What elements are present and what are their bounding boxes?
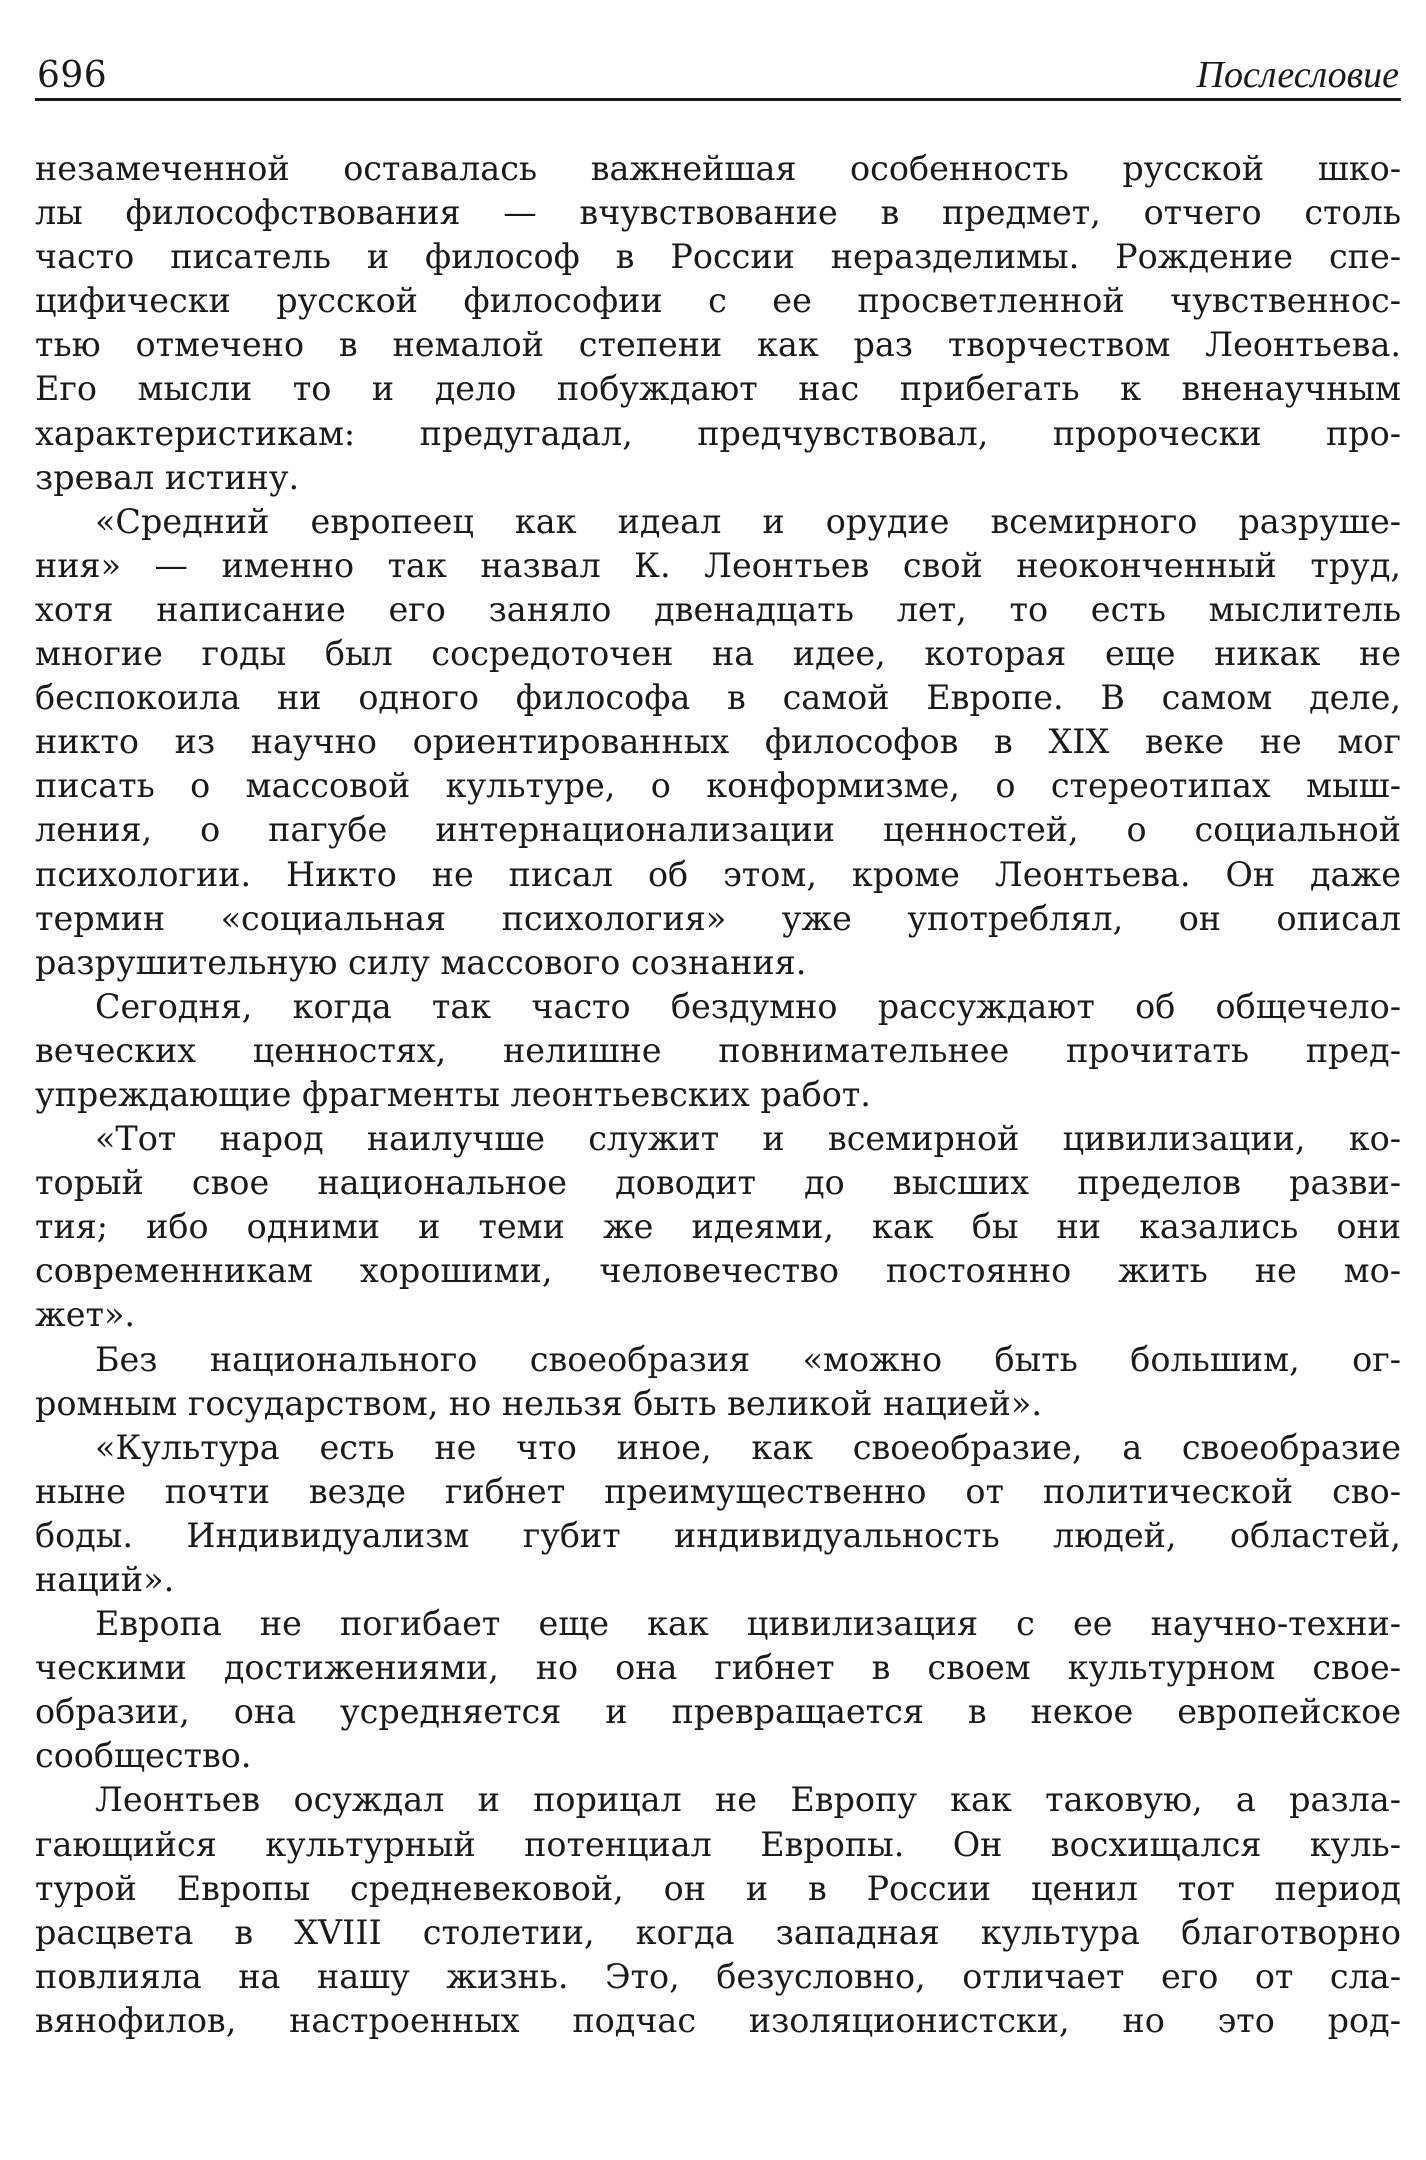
book-page (35, 40, 1401, 2130)
section-title: Послесловие (1196, 54, 1399, 96)
body-text (35, 147, 1401, 2043)
text-line: характеристикам: предугадал, предчувствовал, пророчески про- (35, 413, 1401, 453)
running-header (35, 40, 1401, 101)
text-line: многие годы был сосредоточен на идее, которая еще никак не (35, 634, 1401, 674)
text-line: лы философствования — вчувствование в предмет, отчего столь (35, 193, 1401, 233)
text-line: «Средний европеец как идеал и орудие всемирного разруше- (95, 501, 1401, 541)
text-line: расцвета в XVIII столетии, когда западная культура благотворно (35, 1912, 1401, 1952)
text-line: «Культура есть не что иное, как своеобразие, а своеобразие (95, 1427, 1401, 1467)
text-line: «Тот народ наилучше служит и всемирной цивилизации, ко- (95, 1119, 1401, 1159)
text-line: незамеченной оставалась важнейшая особенность русской шко- (35, 149, 1401, 188)
text-line: Леонтьев осуждал и порицал не Европу как таковую, а разла- (95, 1780, 1401, 1820)
text-line: хотя написание его заняло двенадцать лет, то есть мыслитель (35, 589, 1401, 629)
text-line: ческими достижениями, но она гибнет в своем культурном свое- (35, 1648, 1401, 1688)
text-line: писать о массовой культуре, о конформизме, о стереотипах мыш- (35, 766, 1401, 806)
text-line: торый свое национальное доводит до высших пределов разви- (35, 1163, 1401, 1203)
text-line: тия; ибо одними и теми же идеями, как бы ни казались они (35, 1207, 1401, 1247)
text-line: Европа не погибает еще как цивилизация с ее научно-техни- (95, 1604, 1401, 1644)
text-line: зревал истину. (35, 457, 300, 497)
text-line: жет». (35, 1295, 135, 1335)
text-line: турой Европы средневековой, он и в России ценил тот период (35, 1868, 1401, 1908)
text-line: ныне почти везде гибнет преимущественно от политической сво- (35, 1471, 1401, 1511)
text-line: веческих ценностях, нелишне повнимательнее прочитать пред- (35, 1030, 1401, 1070)
text-line: ромным государством, но нельзя быть великой нацией». (35, 1383, 1042, 1423)
text-line: повлияла на нашу жизнь. Это, безусловно, отличает его от сла- (35, 1956, 1401, 1996)
text-line: цифически русской философии с ее просветленной чувственнос- (35, 281, 1401, 321)
text-line: разрушительную силу массового сознания. (35, 942, 807, 982)
text-line: гающийся культурный потенциал Европы. Он восхищался куль- (35, 1824, 1401, 1864)
text-line: сообщество. (35, 1736, 252, 1776)
text-line: психологии. Никто не писал об этом, кроме Леонтьева. Он даже (35, 854, 1401, 894)
page-number: 696 (37, 55, 108, 96)
text-line: ния» — именно так назвал К. Леонтьев свой неоконченный труд, (35, 545, 1401, 585)
text-line: Сегодня, когда так часто бездумно рассуждают об общечело- (95, 986, 1401, 1026)
text-line: часто писатель и философ в России неразделимы. Рождение спе- (35, 237, 1401, 277)
text-line: ления, о пагубе интернационализации ценностей, о социальной (35, 810, 1401, 850)
text-line: никто из научно ориентированных философов в XIX веке не мог (35, 722, 1401, 762)
text-line: Его мысли то и дело побуждают нас прибегать к вненаучным (35, 369, 1401, 409)
text-line: вянофилов, настроенных подчас изоляционистски, но это род- (35, 2000, 1401, 2040)
text-line: образии, она усредняется и превращается в некое европейское (35, 1692, 1401, 1732)
text-line: современникам хорошими, человечество постоянно жить не мо- (35, 1251, 1401, 1291)
text-line: беспокоила ни одного философа в самой Европе. В самом деле, (35, 678, 1401, 718)
text-line: термин «социальная психология» уже употреблял, он описал (35, 898, 1401, 938)
text-line: наций». (35, 1560, 175, 1599)
text-line: Без национального своеобразия «можно быть большим, ог- (95, 1339, 1401, 1379)
text-line: упреждающие фрагменты леонтьевских работ. (35, 1074, 871, 1114)
text-line: боды. Индивидуализм губит индивидуальность людей, областей, (35, 1515, 1401, 1555)
text-line: тью отмечено в немалой степени как раз творчеством Леонтьева. (35, 325, 1401, 365)
